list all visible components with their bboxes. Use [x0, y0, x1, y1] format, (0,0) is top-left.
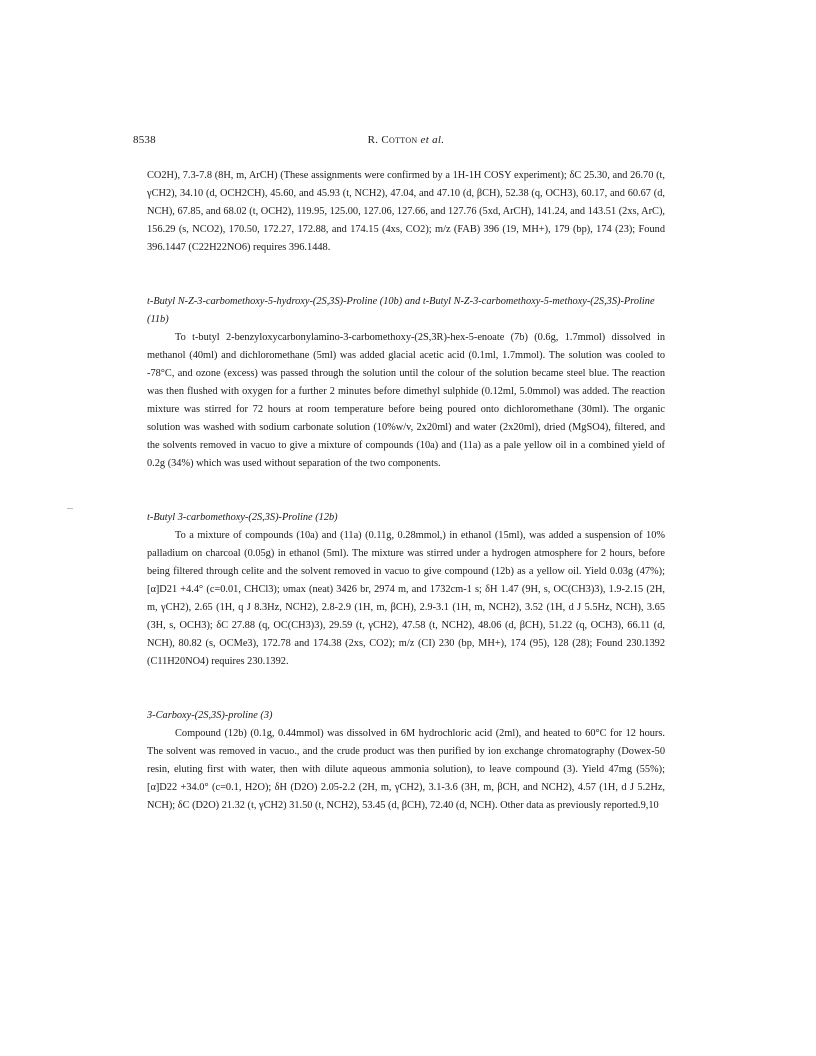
section-heading-3: 3-Carboxy-(2S,3S)-proline (3)	[147, 710, 273, 721]
running-head	[133, 134, 665, 150]
paragraph-nmr-continuation: CO2H), 7.3-7.8 (8H, m, ArCH) (These assignments were confirmed by a 1H-1H COSY experiment); δC 25.30, and 26.70 (t, γCH2), 34.10 (d, OCH2CH), 45.60, and 45.93 (t, NCH2), 47.04, and 47.10 (d, βCH), 52.38 (q, OCH3), 60.17, and 60.67 (d, NCH), 67.85, and 68.02 (t, OCH2), 119.95, 125.00, 127.06, 127.66, and 127.76 (5xd, ArCH), 141.24, and 143.51 (2xs, ArC), 156.29 (s, NCO2), 170.50, 172.27, 172.88, and 174.15 (4xs, CO2); m/z (FAB) 396 (19, MH+), 179 (bp), 174 (23); Found 396.1447 (C22H22NO6) requires 396.1448.	[147, 170, 665, 253]
spacer	[147, 671, 665, 689]
author-suffix: et al.	[420, 134, 445, 146]
section-heading-12b: t-Butyl 3-carbomethoxy-(2S,3S)-Proline (12b)	[147, 512, 338, 523]
paragraph-ozonolysis: To t-butyl 2-benzyloxycarbonylamino-3-carbomethoxy-(2S,3R)-hex-5-enoate (7b) (0.6g, 1.7mmol) dissolved in methanol (40ml) and dichloromethane (5ml) was added glacial acetic acid (0.1ml, 1.7mmol). The solution was cooled to -78°C, and ozone (excess) was passed through the solution until the colour of the solution became steel blue. The reaction was then flushed with oxygen for a further 2 minutes before dimethyl sulphide (0.12ml, 5.0mmol) was added. The reaction mixture was stirred for 72 hours at room temperature before being poured onto dichloromethane (30ml). The organic solution was washed with sodium carbonate solution (10%w/v, 2x20ml) and water (2x20ml), dried (MgSO4), filtered, and the solvents removed in vacuo to give a mixture of compounds (10a) and (11a) as a pale yellow oil in a combined yield of 0.2g (34%) which was used without separation of the two components.	[147, 332, 665, 469]
spacer	[147, 257, 665, 275]
main-text	[147, 167, 665, 815]
page-number: 8538	[133, 134, 156, 146]
paragraph-hydrogenation: To a mixture of compounds (10a) and (11a) (0.11g, 0.28mmol,) in ethanol (15ml), was added a suspension of 10% palladium on charcoal (0.05g) in ethanol (5ml). The mixture was stirred under a hydrogen atmosphere for 2 hours, before being filtered through celite and the solvent removed in vacuo to give compound (12b) as a yellow oil. Yield 0.03g (47%); [α]D21 +4.4° (c=0.01, CHCl3); υmax (neat) 3426 br, 2974 m, and 1732cm-1 s; δH 1.47 (9H, s, OC(CH3)3), 1.9-2.15 (2H, m, γCH2), 2.65 (1H, q J 8.3Hz, NCH2), 2.8-2.9 (1H, m, βCH), 2.9-3.1 (1H, m, NCH2), 3.52 (1H, d J 5.5Hz, NCH), 3.65 (3H, s, OCH3); δC 27.88 (q, OC(CH3)3), 29.59 (t, γCH2), 47.58 (t, NCH2), 48.06 (d, βCH), 51.22 (q, OCH3), 66.11 (d, NCH), 80.82 (s, OCMe3), 172.78 and 174.38 (2xs, CO2); m/z (CI) 230 (bp, MH+), 174 (95), 128 (28); Found 230.1392 (C11H20NO4) requires 230.1392.	[147, 530, 665, 667]
margin-mark	[67, 508, 73, 509]
section-heading-10b-11b: t-Butyl N-Z-3-carbomethoxy-5-hydroxy-(2S,3S)-Proline (10b) and t-Butyl N-Z-3-carbomethoxy-5-methoxy-(2S,3S)-Proline (11b)	[147, 296, 655, 325]
author-line	[147, 134, 665, 146]
author-name: R. Cotton	[367, 134, 418, 146]
spacer	[147, 473, 665, 491]
paragraph-hydrolysis: Compound (12b) (0.1g, 0.44mmol) was dissolved in 6M hydrochloric acid (2ml), and heated to 60°C for 12 hours. The solvent was removed in vacuo., and the crude product was then purified by ion exchange chromatography (Dowex-50 resin, eluting first with water, then with dilute aqueous ammonia solution), to leave compound (3). Yield 47mg (55%); [α]D22 +34.0° (c=0.1, H2O); δH (D2O) 2.05-2.2 (2H, m, γCH2), 3.1-3.6 (3H, m, βCH, and NCH2), 4.57 (1H, d J 5.2Hz, NCH); δC (D2O) 21.32 (t, γCH2) 31.50 (t, NCH2), 53.45 (d, βCH), 72.40 (d, NCH). Other data as previously reported.9,10	[147, 728, 665, 811]
